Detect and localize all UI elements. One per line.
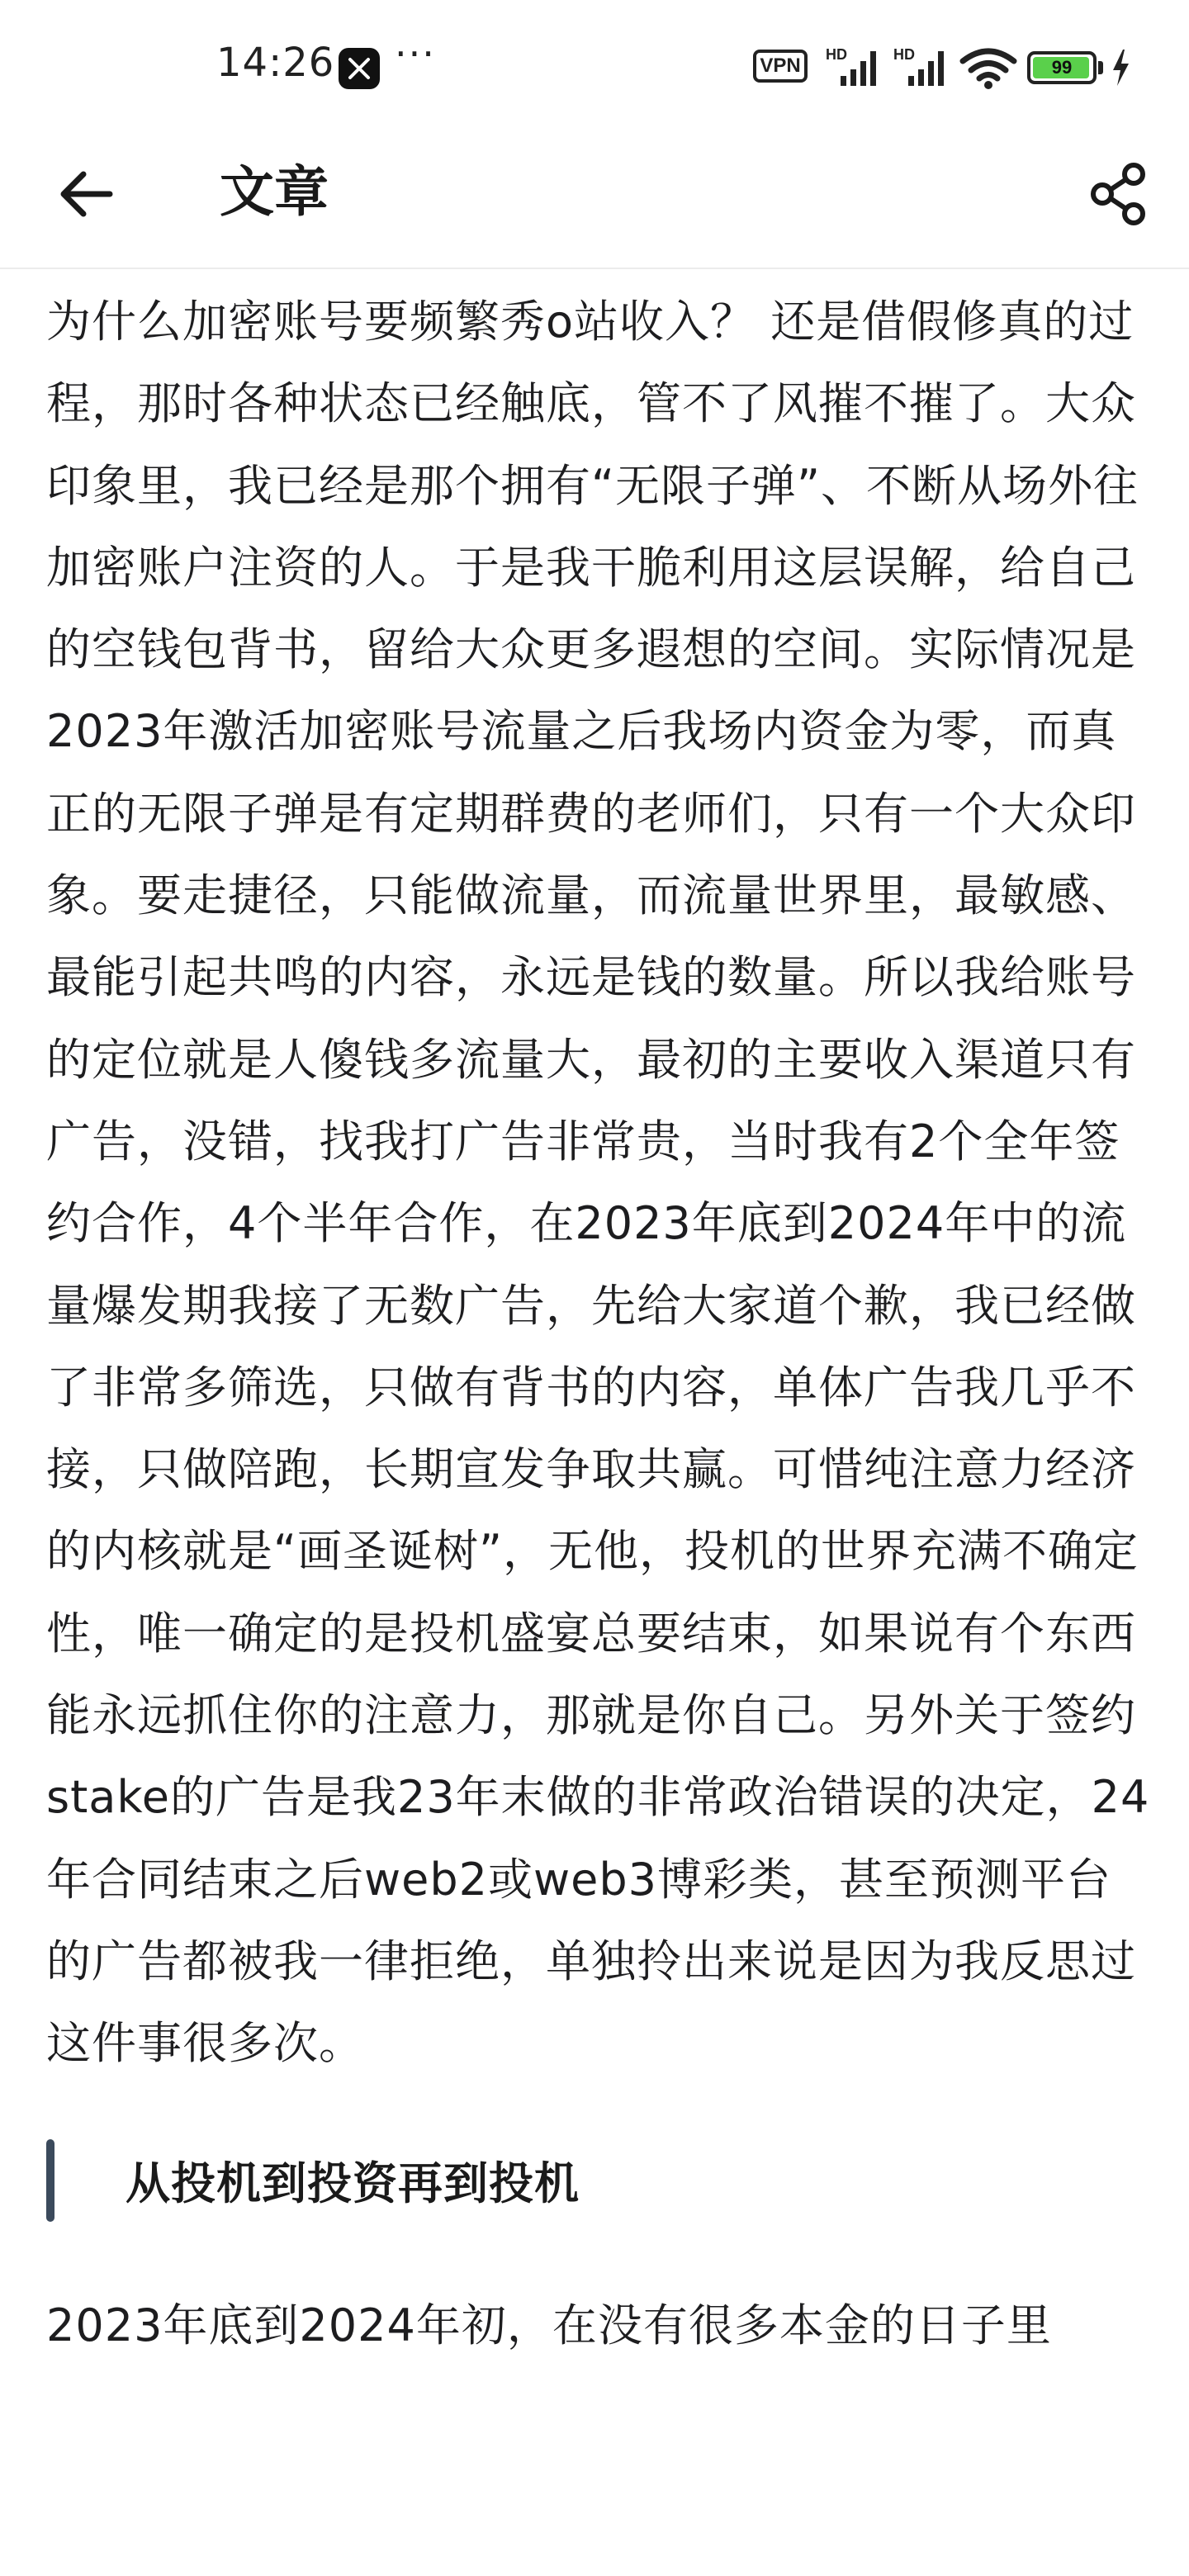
share-icon — [1087, 161, 1150, 227]
vpn-label: VPN — [760, 54, 801, 77]
wifi-icon — [959, 48, 1017, 92]
battery-icon — [1027, 51, 1097, 84]
more-icon: ··· — [395, 31, 436, 76]
arrow-left-icon — [60, 171, 113, 217]
vpn-icon — [753, 50, 808, 83]
battery-level: 99 — [1051, 57, 1073, 78]
status-time: 14:26 — [216, 40, 335, 86]
heading-accent-bar — [46, 2139, 54, 2222]
article-paragraph: 为什么加密账号要频繁秀o站收入？ 还是借假修真的过程，那时各种状态已经触底，管不了风摧不摧了。大众印象里，我已经是那个拥有“无限子弹”、不断从场外往加密账户注资的人。于是我干脆利用这层误解，给自己的空钱包背书，留给大众更多遐想的空间。实际情况是2023年激活加密账号流量之后我场内资金为零，而真正的无限子弹是有定期群费的老师们，只有一个大众印象。要走捷径，只能做流量，而流量世界里，最敏感、最能引起共鸣的内容，永远是钱的数量。所以我给账号的定位就是人傻钱多流量大，最初的主要收入渠道只有广告，没错，找我打广告非常贵，当时我有2个全年签约合作，4个半年合作，在2023年底到2024年中的流量爆发期我接了无数广告，先给大家道个歉，我已经做了非常多筛选，只做有背书的内容，单体广告我几乎不接，只做陪跑，长期宣发争取共赢。可惜纯注意力经济的内核就是“画圣诞树”，无他，投机的世界充满不确定性，唯一确定的是投机盛宴总要结束，如果说有个东西能永远抓住你的注意力，那就是你自己。另外关于签约stake的广告是我23年末做的非常政治错误的决定，24年合同结束之后web2或web3博彩类，甚至预测平台的广告都被我一律拒绝，单独拎出来说是因为我反思过这件事很多次。 — [46, 296, 1150, 2070]
x-app-icon — [339, 48, 380, 89]
signal-icon-2 — [893, 46, 951, 88]
section-heading-text: 从投机到投资再到投机 — [126, 2157, 580, 2210]
back-button[interactable] — [50, 157, 124, 231]
article-body — [46, 281, 1153, 2366]
battery-tip — [1098, 61, 1103, 74]
signal-hd-label-2: HD — [893, 46, 915, 63]
signal-hd-label: HD — [826, 46, 847, 63]
app-header — [0, 132, 1189, 269]
page-title: 文章 — [220, 160, 329, 224]
status-bar — [0, 0, 1189, 132]
charging-icon — [1110, 48, 1131, 91]
article-paragraph-2: 2023年底到2024年初，在没有很多本金的日子里 — [46, 2299, 1052, 2351]
signal-icon — [826, 46, 883, 88]
section-heading — [46, 2139, 1153, 2222]
share-button[interactable] — [1073, 149, 1164, 239]
